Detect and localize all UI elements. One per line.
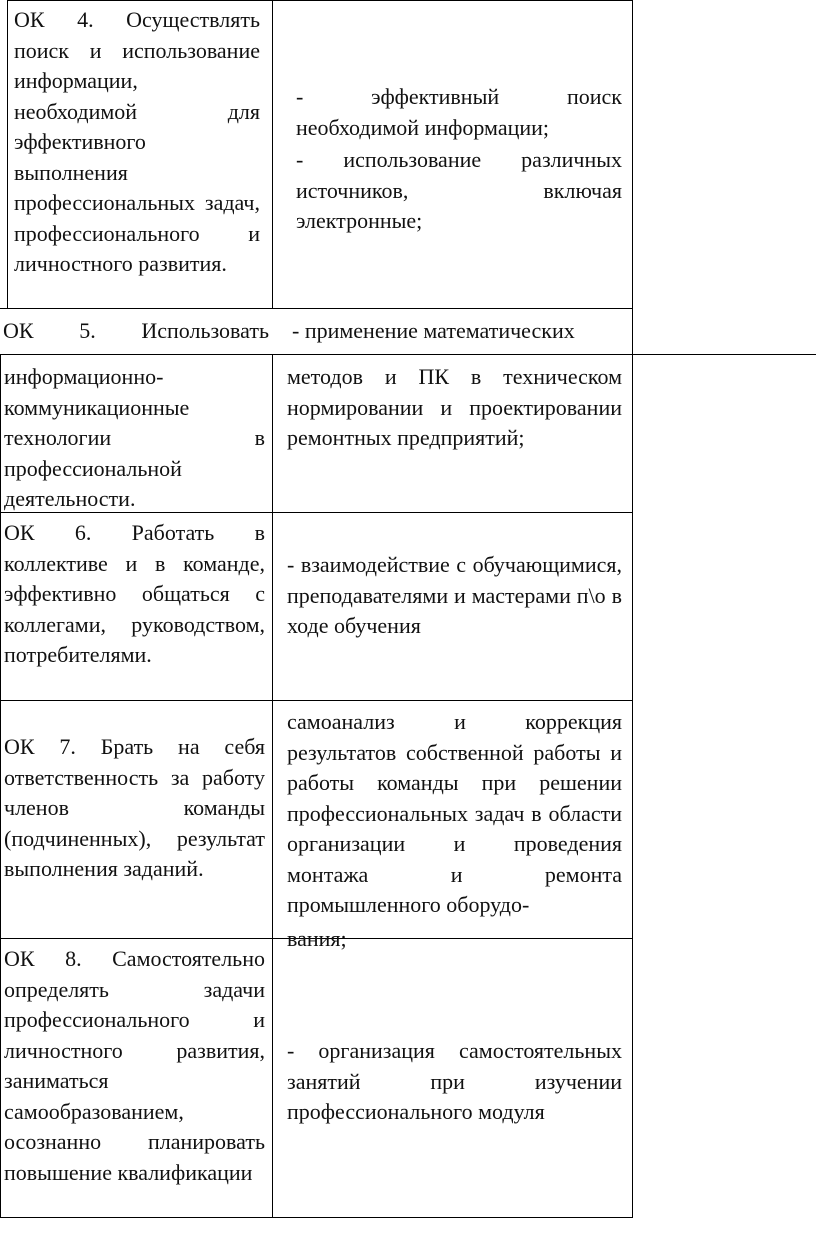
ok8-indicator-cell — [287, 1036, 622, 1136]
ok5-competence-part2 — [4, 362, 265, 512]
ok5-competence-part2-text: информационно-коммуникационные технологии в профессиональной деятельности. — [4, 364, 265, 511]
ok4-indicator-cell — [296, 82, 622, 232]
ok5-indicator-part2-text: методов и ПК в техническом нормировании и проектировании ремонтных предприятий; — [287, 364, 622, 450]
ok4-indicator-2: - использование различных источников, включая электронные; — [296, 147, 622, 233]
ok5-indicator-part1-text: - применение математических — [292, 318, 575, 343]
ok5-competence-part1 — [3, 316, 269, 350]
ok4-competence-cell — [14, 5, 260, 305]
ok7-competence-cell — [4, 732, 265, 922]
ok8-competence-text: ОК 8. Самостоятельно определять задачи профессионального и личностного развития, заниматься самообразованием, осознанно планировать повышение квалификации — [4, 946, 265, 1185]
ok5-indicator-part1 — [292, 316, 622, 350]
grid-middle-border-bottom — [272, 354, 273, 1218]
ok6-indicator-text: - взаимодействие с обучающимися, преподавателями и мастерами п\о в ходе обучения — [287, 552, 622, 638]
ok5-competence-part1-text: ОК 5. Использовать — [3, 318, 269, 343]
grid-row4-bottom — [0, 308, 633, 309]
grid-bottom-border — [0, 1217, 633, 1218]
grid-page-break-line — [0, 354, 816, 355]
grid-left-border-bottom — [0, 354, 1, 1218]
grid-middle-border-top — [272, 0, 273, 308]
grid-top-border — [7, 0, 633, 1]
ok4-competence-text: ОК 4. Осуществлять поиск и использование информации, необходимой для эффективного выполнения профессиональных задач, профессионального и личностного развития. — [14, 7, 260, 276]
ok8-indicator-text: - организация самостоятельных занятий при изучении профессионального модуля — [287, 1038, 622, 1124]
ok6-indicator-cell — [287, 550, 622, 680]
grid-right-border-bottom — [632, 354, 633, 1218]
ok5-indicator-part2 — [287, 362, 622, 512]
ok7-competence-text: ОК 7. Брать на себя ответственность за работу членов команды (подчиненных), результат выполнения заданий. — [4, 734, 265, 881]
grid-left-border-top — [7, 0, 8, 308]
ok8-competence-cell — [4, 944, 265, 1214]
ok7-indicator-cell — [287, 707, 622, 951]
ok7-indicator-main: самоанализ и коррекция результатов собственной работы и работы команды при решении профессиональных задач в области организации и проведения монтажа и ремонта промышленного оборудо- — [287, 709, 622, 917]
grid-row6-bottom — [0, 700, 633, 701]
ok6-competence-text: ОК 6. Работать в коллективе и в команде, эффективно общаться с коллегами, руководством, потребителями. — [4, 520, 265, 667]
ok7-indicator-tail: вания; — [287, 925, 347, 951]
ok6-competence-cell — [4, 518, 265, 698]
ok4-indicator-1: - эффективный поиск необходимой информации; — [296, 84, 622, 140]
grid-right-border-top — [632, 0, 633, 354]
